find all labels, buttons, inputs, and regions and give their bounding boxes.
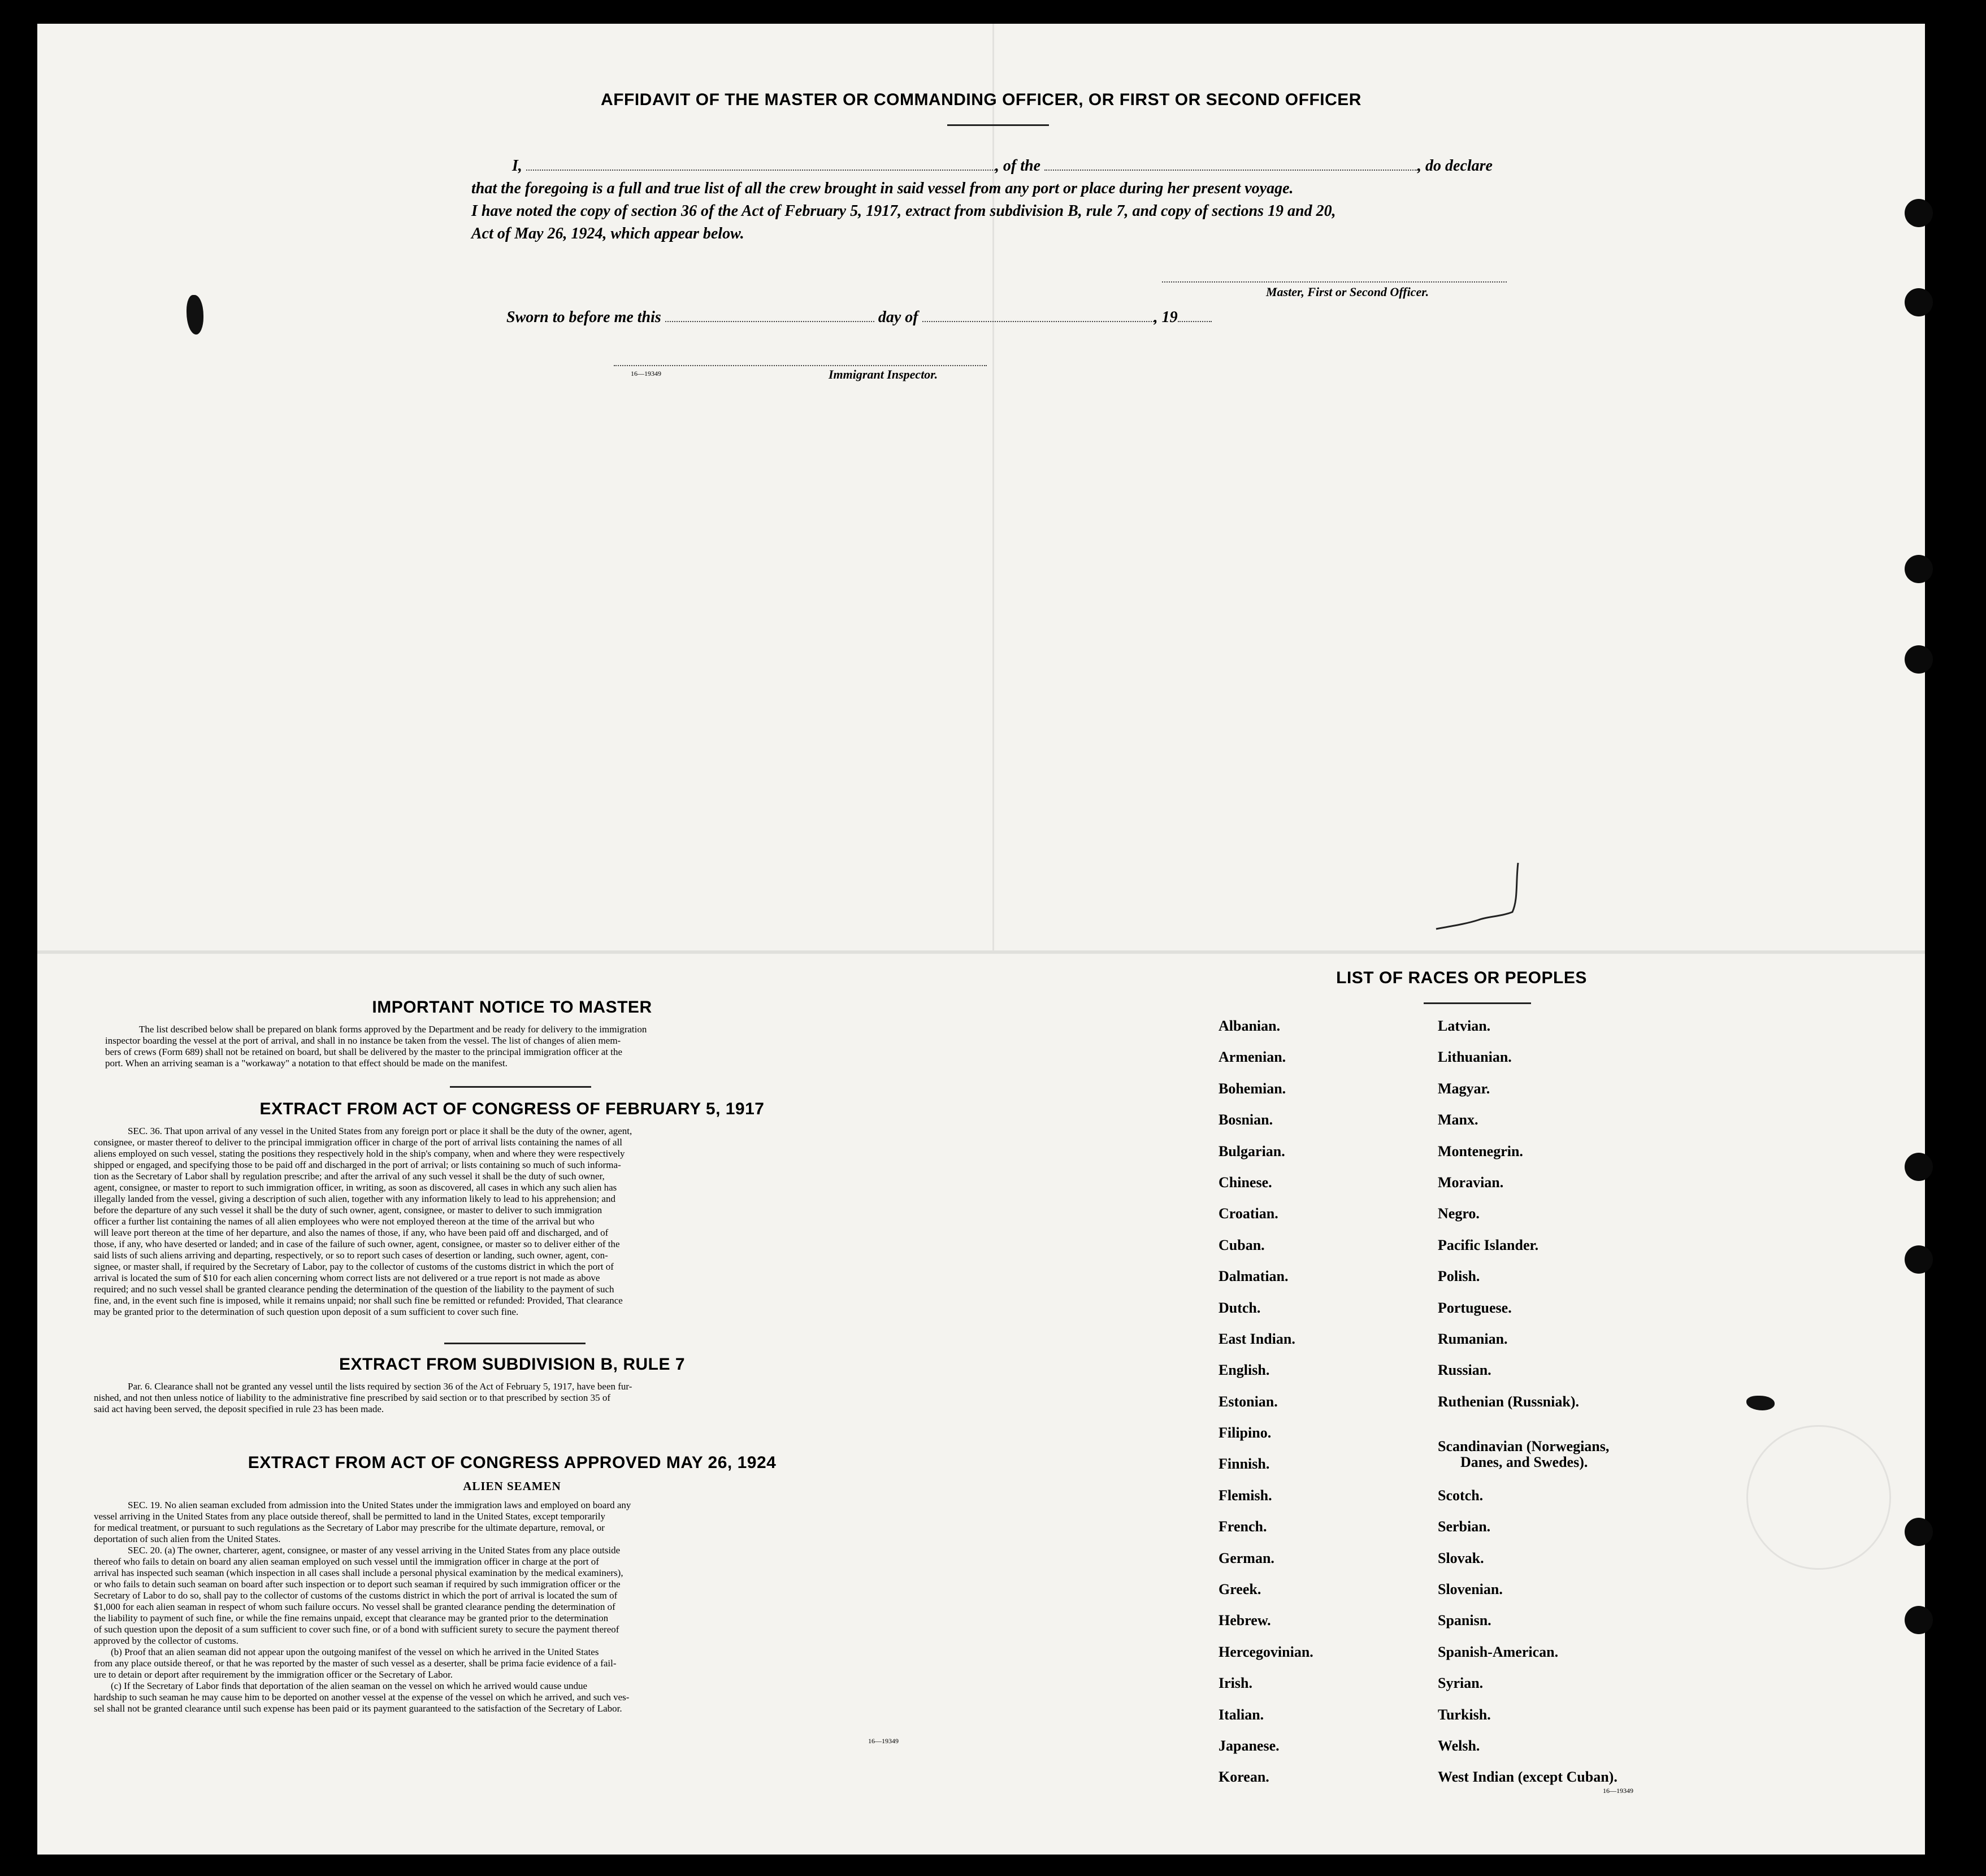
notice-line: The list described below shall be prepared on blank forms approved by the Department and be ready for delivery to the immigration	[139, 1024, 647, 1035]
extract-line: before the departure of any such vessel it shall be the duty of such owner, agent, consignee, or master to deliver to such immigration	[94, 1205, 602, 1215]
punch-hole	[1905, 1518, 1933, 1546]
race-item: West Indian (except Cuban).	[1438, 1769, 1618, 1786]
day-of-label: day of	[878, 309, 918, 326]
race-item: Welsh.	[1438, 1738, 1480, 1754]
race-item: Hercegovinian.	[1219, 1643, 1313, 1660]
extract-line: signee, or master shall, if required by the Secretary of Labor, pay to the collector of customs of the customs district in which the port of	[94, 1261, 614, 1272]
sworn-prefix: Sworn to before me this	[506, 309, 661, 326]
sworn-day-field[interactable]	[665, 318, 874, 322]
title-underline	[947, 124, 1049, 126]
affidavit-declaration-line	[512, 157, 1493, 175]
divider	[450, 1086, 591, 1088]
punch-hole	[1905, 645, 1933, 674]
notice-line: bers of crews (Form 689) shall not be retained on board, but shall be delivered by the master to the principal immigration officer at the	[105, 1046, 623, 1057]
extract-line: said act having been served, the deposit specified in rule 23 has been made.	[94, 1404, 384, 1414]
fold-crease-horizontal	[37, 950, 1925, 954]
race-item: Latvian.	[1438, 1018, 1491, 1034]
extract-1917-title: EXTRACT FROM ACT OF CONGRESS OF FEBRUARY 5, 1917	[259, 1100, 765, 1118]
race-item: Manx.	[1438, 1111, 1478, 1128]
extract-line: SEC. 19. No alien seaman excluded from admission into the United States under the immigration laws and employed on board any	[128, 1500, 631, 1510]
race-item: Scandinavian (Norwegians,	[1438, 1438, 1610, 1455]
divider	[444, 1343, 586, 1344]
punch-hole	[1905, 199, 1933, 227]
race-item: East Indian.	[1219, 1330, 1295, 1347]
race-item: Polish.	[1438, 1268, 1480, 1285]
race-item: Dutch.	[1219, 1299, 1261, 1316]
affidavit-line-2: that the foregoing is a full and true list of all the crew brought in said vessel from any port or place during her present voyage.	[471, 180, 1294, 197]
extract-line: shipped or engaged, and specifying those to be paid off and discharged in the port of arrival; or lists containing so much of such informa-	[94, 1160, 621, 1170]
extract-rule7-title: EXTRACT FROM SUBDIVISION B, RULE 7	[339, 1355, 686, 1374]
punch-hole	[1905, 1153, 1933, 1181]
extract-line: arrival has inspected such seaman (which inspection in all cases shall include a personal physical examination by the medical examiners),	[94, 1567, 623, 1578]
race-item: Spanisn.	[1438, 1612, 1491, 1629]
race-item: Spanish-American.	[1438, 1643, 1559, 1660]
declare-suffix: , do declare	[1417, 157, 1493, 175]
extract-1924-body	[94, 1500, 947, 1714]
race-item: Greek.	[1219, 1581, 1261, 1598]
races-list-left	[1219, 1018, 1313, 1801]
race-item: English.	[1219, 1362, 1270, 1379]
ink-blot	[187, 295, 203, 335]
race-item: Rumanian.	[1438, 1330, 1508, 1347]
race-item: Croatian.	[1219, 1205, 1278, 1222]
race-item: Magyar.	[1438, 1080, 1490, 1097]
race-item: Moravian.	[1438, 1174, 1504, 1191]
race-item: Turkish.	[1438, 1706, 1491, 1723]
affidavit-line-4: Act of May 26, 1924, which appear below.	[471, 225, 744, 242]
affidavit-line-3: I have noted the copy of section 36 of the Act of February 5, 1917, extract from subdivision B, rule 7, and copy of sections 19 and 20,	[471, 202, 1336, 220]
race-item: Albanian.	[1219, 1018, 1281, 1034]
extract-line: aliens employed on such vessel, stating the positions they respectively hold in the ship's company, when and where they were respectively	[94, 1148, 625, 1159]
extract-line: may be granted prior to the determination of such question upon deposit of a sum sufficient to cover such fine.	[94, 1306, 519, 1317]
race-item: French.	[1219, 1518, 1267, 1535]
extract-line: hardship to such seaman he may cause him to be deported on another vessel at the expense of the vessel on which he arrived, and such ves-	[94, 1692, 630, 1703]
notice-body	[105, 1024, 942, 1069]
master-signature-label: Master, First or Second Officer.	[1266, 285, 1429, 299]
extract-line: of such question upon the deposit of a sum sufficient to cover such fine, or of a bond with sufficient surety to secure the payment thereof	[94, 1624, 619, 1635]
extract-line: for medical treatment, or pursuant to such regulations as the Secretary of Labor may prescribe for the ultimate departure, removal, or	[94, 1522, 605, 1533]
vessel-prefix: , of the	[995, 157, 1041, 175]
extract-line: the liability to payment of such fine, or while the fine remains unpaid, except that clearance may be granted prior to the determination	[94, 1613, 609, 1623]
sworn-year-field[interactable]	[1178, 318, 1212, 322]
extract-line: (b) Proof that an alien seaman did not appear upon the outgoing manifest of the vessel on which he arrived in the United States	[111, 1647, 599, 1657]
race-item-scandinavian	[1438, 1425, 1618, 1488]
form-number: 16—19349	[868, 1737, 899, 1745]
extract-1917-body	[94, 1126, 947, 1318]
declarant-name-field[interactable]	[526, 166, 995, 171]
extract-line: nished, and not then unless notice of liability to the administrative fine prescribed by said section or to that prescribed by section 35 of	[94, 1392, 610, 1403]
extract-line: Secretary of Labor to do so, shall pay to the collector of customs of the customs district in which the port of arrival is located the sum of	[94, 1590, 618, 1601]
extract-line: $1,000 for each alien seaman in respect of whom such failure occurs. No vessel shall be granted clearance pending the determination of	[94, 1601, 615, 1612]
race-item: Finnish.	[1219, 1456, 1270, 1473]
extract-line: SEC. 20. (a) The owner, charterer, agent, consignee, or master of any vessel arriving in the United States from any place outside	[128, 1545, 621, 1556]
sworn-month-field[interactable]	[922, 318, 1154, 322]
race-item: Negro.	[1438, 1205, 1480, 1222]
race-item: Serbian.	[1438, 1518, 1491, 1535]
race-item: Bohemian.	[1219, 1080, 1286, 1097]
declarant-prefix: I,	[512, 157, 522, 175]
race-item: Slovak.	[1438, 1549, 1484, 1566]
race-item: Estonian.	[1219, 1393, 1278, 1410]
ink-blot	[1746, 1396, 1775, 1410]
extract-line: SEC. 36. That upon arrival of any vessel in the United States from any foreign port or place it shall be the duty of the owner, agent,	[128, 1126, 632, 1136]
race-item: Dalmatian.	[1219, 1268, 1289, 1285]
race-item: Cuban.	[1219, 1236, 1265, 1253]
year-prefix: , 19	[1154, 309, 1178, 326]
extract-line: (c) If the Secretary of Labor finds that deportation of the alien seaman on the vessel on which he arrived would cause undue	[111, 1680, 588, 1691]
race-item: Bosnian.	[1219, 1111, 1273, 1128]
extract-line: from any place outside thereof, or that he was reported by the master of such vessel as a deserter, shall be prima facie evidence of a fail-	[94, 1658, 617, 1669]
divider	[1424, 1002, 1531, 1004]
extract-line: or who fails to detain such seaman on board after such inspection or to deport such seaman if required by such immigration officer or the	[94, 1579, 621, 1590]
document-page	[37, 24, 1925, 1855]
race-item: Korean.	[1219, 1769, 1269, 1786]
extract-line: illegally landed from the vessel, giving a description of such alien, together with any information likely to lead to his apprehension; and	[94, 1193, 615, 1204]
race-item: Slovenian.	[1438, 1581, 1503, 1598]
extract-line: Par. 6. Clearance shall not be granted any vessel until the lists required by section 36 of the Act of February 5, 1917, have been fur-	[128, 1381, 632, 1392]
race-item: Hebrew.	[1219, 1612, 1271, 1629]
extract-rule7-body	[94, 1381, 947, 1415]
races-list-right	[1438, 1018, 1618, 1801]
extract-line: consignee, or master thereof to deliver to the principal immigration officer in charge of the port of arrival lists containing the names of all	[94, 1137, 623, 1148]
race-item: Filipino.	[1219, 1425, 1272, 1441]
extract-line: will leave port thereon at the time of her departure, and also the names of those, if any, who have been paid off and discharged, and of	[94, 1227, 609, 1238]
race-item: Ruthenian (Russniak).	[1438, 1393, 1579, 1410]
race-item: Armenian.	[1219, 1049, 1286, 1066]
race-item: Scotch.	[1438, 1487, 1484, 1504]
race-item: Pacific Islander.	[1438, 1236, 1539, 1253]
extract-line: officer a further list containing the names of all alien employees who were not employed thereon at the time of the arrival but who	[94, 1216, 595, 1227]
affidavit-title: AFFIDAVIT OF THE MASTER OR COMMANDING OFFICER, OR FIRST OR SECOND OFFICER	[601, 90, 1361, 109]
race-item: Japanese.	[1219, 1737, 1280, 1754]
notice-line: port. When an arriving seaman is a "workaway" a notation to that effect should be made on the manifest.	[105, 1058, 508, 1069]
extract-1924-subtitle: ALIEN SEAMEN	[463, 1479, 561, 1493]
master-signature-field[interactable]	[1162, 281, 1507, 283]
extract-line: vessel arriving in the United States from any place outside thereof, shall be permitted to land in the United States, except temporarily	[94, 1511, 605, 1522]
race-item: Lithuanian.	[1438, 1049, 1512, 1066]
inspector-signature-field[interactable]	[614, 365, 987, 366]
race-item: Russian.	[1438, 1362, 1491, 1379]
notice-line: inspector boarding the vessel at the port of arrival, and shall in no instance be taken from the vessel. The list of changes of alien mem-	[105, 1035, 621, 1046]
race-item: Italian.	[1219, 1706, 1264, 1723]
notice-title: IMPORTANT NOTICE TO MASTER	[372, 998, 652, 1017]
race-item: Irish.	[1219, 1675, 1252, 1692]
form-number: 16—19349	[1603, 1787, 1633, 1795]
race-item: Portuguese.	[1438, 1299, 1512, 1316]
extract-line: approved by the collector of customs.	[94, 1635, 239, 1646]
pen-mark	[1433, 860, 1524, 933]
races-title: LIST OF RACES OR PEOPLES	[1336, 969, 1587, 987]
punch-hole	[1905, 1606, 1933, 1634]
faint-seal	[1746, 1425, 1891, 1570]
punch-hole	[1905, 555, 1933, 583]
extract-line: said lists of such aliens arriving and departing, respectively, or so to report such cases of desertion or landing, such owner, agent, con-	[94, 1250, 608, 1261]
race-item: Flemish.	[1219, 1487, 1272, 1504]
punch-hole	[1905, 1245, 1933, 1274]
extract-line: ure to detain or deport after requirement by the immigration officer or the Secretary of Labor.	[94, 1669, 453, 1680]
extract-line: fine, and, in the event such fine is imposed, while it remains unpaid; nor shall such fine be remitted or refunded: Provided, That clearance	[94, 1295, 623, 1306]
race-item: Syrian.	[1438, 1675, 1484, 1692]
race-item: Chinese.	[1219, 1174, 1272, 1191]
extract-line: those, if any, who have deserted or landed; and in case of the failure of such owner, agent, consignee, or master so to deliver either of the	[94, 1239, 620, 1249]
sworn-line	[506, 309, 1212, 327]
race-item-cont: Danes, and Swedes).	[1460, 1454, 1588, 1471]
extract-line: sel shall not be granted clearance until such expense has been paid or its payment guaranteed to the satisfaction of the Secretary of Labor.	[94, 1703, 622, 1714]
extract-line: tion as the Secretary of Labor shall by regulation prescribe; and after the arrival of any such vessel it shall be the duty of such owner,	[94, 1171, 605, 1182]
extract-1924-title: EXTRACT FROM ACT OF CONGRESS APPROVED MAY 26, 1924	[248, 1453, 777, 1472]
extract-line: thereof who fails to detain on board any alien seaman employed on such vessel until the immigration officer in charge at the port of	[94, 1556, 599, 1567]
punch-hole	[1905, 288, 1933, 316]
extract-line: agent, consignee, or master to report to such immigration officer, in writing, as soon as discovered, all cases in which any such alien has	[94, 1182, 617, 1193]
extract-line: deportation of such alien from the United States.	[94, 1534, 281, 1544]
vessel-name-field[interactable]	[1044, 166, 1417, 171]
extract-line: required; and no such vessel shall be granted clearance pending the determination of the question of the liability to the payment of such	[94, 1284, 614, 1295]
race-item: German.	[1219, 1549, 1274, 1566]
inspector-label: Immigrant Inspector.	[829, 367, 938, 381]
race-item: Bulgarian.	[1219, 1143, 1285, 1160]
extract-line: arrival is located the sum of $10 for each alien concerning whom correct lists are not delivered or a true report is not made as above	[94, 1273, 600, 1283]
race-item: Montenegrin.	[1438, 1143, 1523, 1160]
form-number: 16—19349	[631, 370, 661, 377]
